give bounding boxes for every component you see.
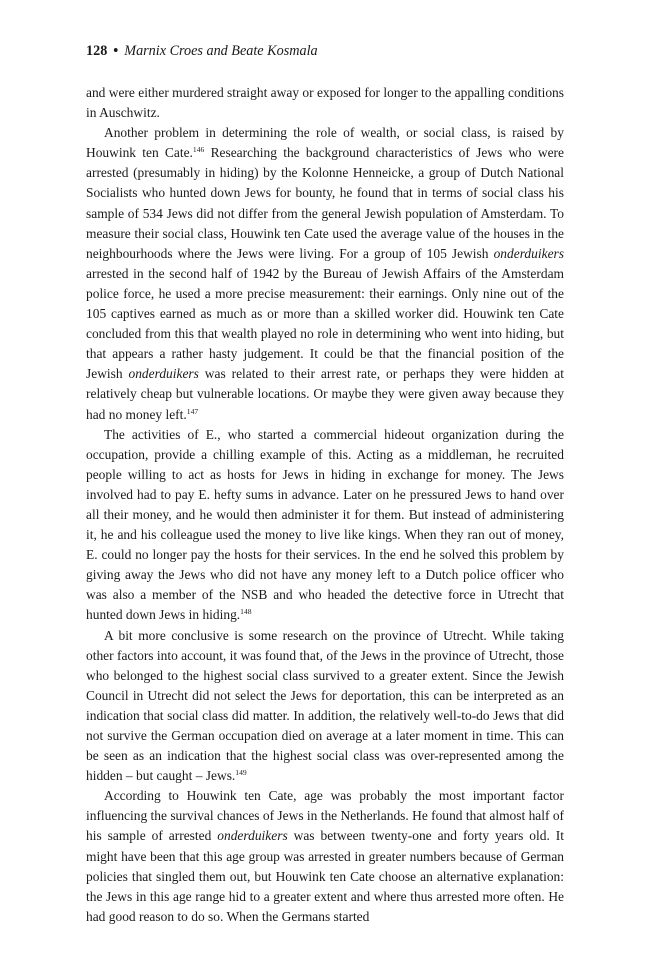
paragraph: [86, 83, 564, 123]
running-head: [86, 42, 564, 60]
italic-term: onderduikers: [217, 828, 288, 844]
text-run: The activities of E., who started a commercial hideout organization during the occupation, provide a chilling example of this. Acting as a middleman, he recruited people willing to act as hosts for Jews in hiding in exchange for money. The Jews involved had to pay E. hefty sums in advance. Later on he pressured Jews to hand over all their money, and he would then administer it for them. But instead of administering it, he and his colleague used the money to live like kings. When they ran out of money, E. could no longer pay the hosts for their services. In the end he solved this problem by giving away the Jews who did not have any money left to a Dutch police officer who was also a member of the NSB and who headed the detective force in Utrecht that hunted down Jews in hiding.: [86, 426, 564, 623]
italic-term: onderduikers: [493, 245, 564, 261]
text-run: was related to their arrest rate, or perhaps they were hidden at relatively cheap but vulnerable locations. Or maybe they were given away because they had no money left.: [86, 366, 564, 422]
footnote-reference: 148: [240, 607, 252, 617]
paragraph: [86, 786, 564, 927]
running-head-authors: Marnix Croes and Beate Kosmala: [124, 43, 318, 59]
footnote-reference: 147: [186, 406, 199, 416]
paragraph: [86, 123, 564, 424]
text-run: was between twenty-one and forty years old. It might have been that this age group was arrested in greater numbers because of German policies that singled them out, but Houwink ten Cate choose an alternative explanation: the Jews in this age range hid to a greater extent and where thus arrested more often. He had good reason to do so. When the Germans started: [86, 828, 564, 924]
italic-term: onderduikers: [128, 366, 199, 382]
footnote-reference: 149: [235, 768, 247, 778]
text-run: and were either murdered straight away or exposed for longer to the appalling conditions in Auschwitz.: [86, 85, 564, 121]
body-text: [86, 83, 564, 927]
page-number: 128: [86, 43, 108, 59]
paragraph: [86, 626, 564, 787]
paragraph: [86, 425, 564, 626]
text-run: Another problem in determining the role of wealth, or social class, is raised by Houwink ten Cate.: [86, 125, 564, 161]
separator-bullet: •: [113, 43, 119, 59]
text-run: A bit more conclusive is some research on the province of Utrecht. While taking other factors into account, it was found that, of the Jews in the province of Utrecht, those who belonged to the highest social class survived to a greater extent. Since the Jewish Council in Utrecht did not select the Jews for deportation, this can be interpreted as an indication that social class did matter. In addition, the relatively well-to-do Jews that did not survive the German occupation died on average at a later moment in time. This can be seen as an indication that the highest social class was over-represented among the hidden – but caught – Jews.: [86, 627, 565, 784]
footnote-reference: 146: [192, 145, 205, 155]
text-run: According to Houwink ten Cate, age was probably the most important factor influencing the survival chances of Jews in the Netherlands. He found that almost half of his sample of arrested: [86, 788, 565, 844]
text-run: Researching the background characteristics of Jews who were arrested (presumably in hiding) by the Kolonne Henneicke, a group of Dutch National Socialists who hunted down Jews for bounty, he found that in terms of social class his sample of 534 Jews did not differ from the general Jewish population of Amsterdam. To measure their social class, Houwink ten Cate used the average value of the houses in the neighbourhoods where the Jews were living. For a group of 105 Jewish: [86, 145, 564, 261]
text-run: arrested in the second half of 1942 by the Bureau of Jewish Affairs of the Amsterdam police force, he used a more precise measurement: their earnings. Only nine out of the 105 captives earned as much as or more than a skilled worker did. Houwink ten Cate concluded from this that wealth played no role in determining who went into hiding, but that appears a rather hasty judgement. It could be that the financial position of the Jewish: [86, 265, 564, 382]
